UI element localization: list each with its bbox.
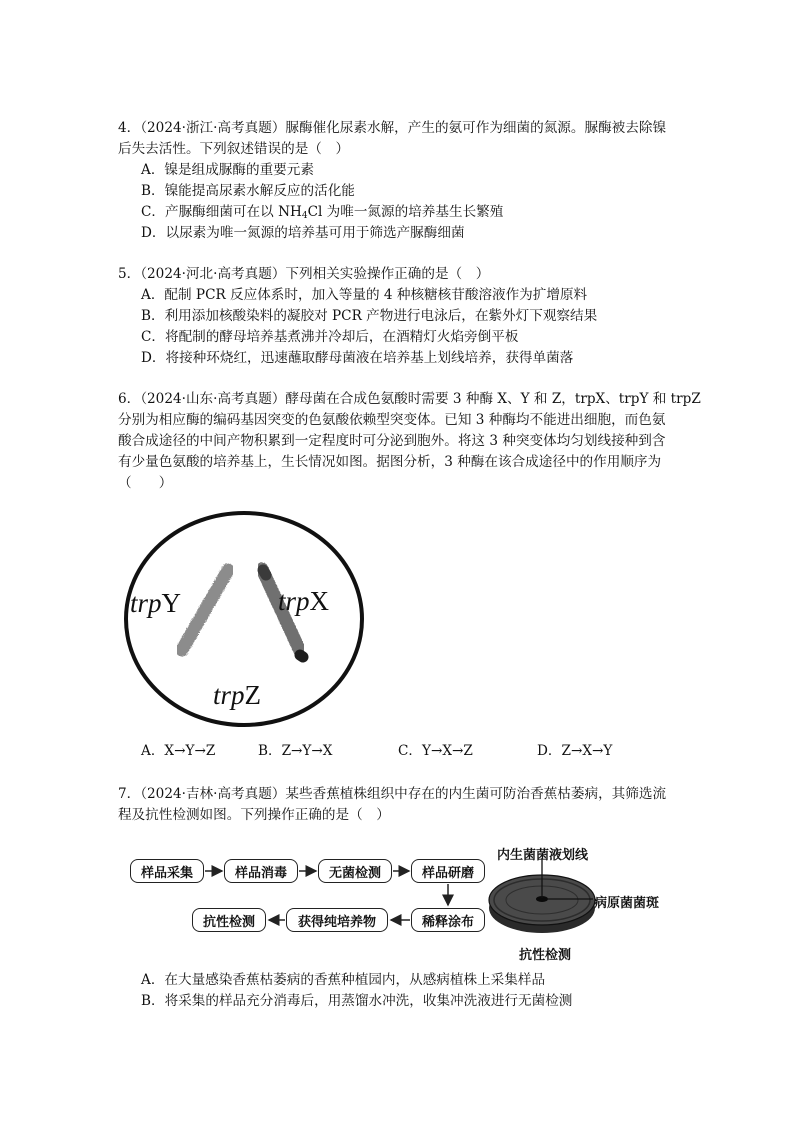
flow-step-sample-grinding: 样品研磨 — [411, 859, 485, 883]
q7-stem-line1: 7．（2024·吉林·高考真题）某些香蕉植株组织中存在的内生菌可防治香蕉枯萎病，其筛选流 — [118, 786, 667, 802]
dish-label-streak: 内生菌菌液划线 — [497, 848, 589, 863]
q6-option-d: D．Z→X→Y — [537, 743, 613, 759]
q7-option-a: A．在大量感染香蕉枯萎病的香蕉种植园内，从感病植株上采集样品 — [141, 972, 546, 988]
q6-option-a: A．X→Y→Z — [141, 743, 216, 759]
flow-step-sample-disinfection: 样品消毒 — [224, 859, 298, 883]
flow-step-dilution-spreading: 稀释涂布 — [411, 908, 485, 932]
q4-option-b: B．镍能提高尿素水解反应的活化能 — [141, 183, 355, 199]
q5-option-d: D．将接种环烧红，迅速蘸取酵母菌液在培养基上划线培养，获得单菌落 — [141, 350, 574, 366]
q4-option-c-subscript: 4 — [301, 211, 308, 221]
q5-option-b: B．利用添加核酸染料的凝胶对 PCR 产物进行电泳后，在紫外灯下观察结果 — [141, 308, 598, 324]
q5-option-a: A．配制 PCR 反应体系时，加入等量的 4 种核糖核苷酸溶液作为扩增原料 — [141, 287, 588, 303]
trpz-label: trpZ — [213, 680, 262, 710]
dish-label-pathogen-spot: 病原菌菌斑 — [594, 896, 660, 911]
q7-option-b: B．将采集的样品充分消毒后，用蒸馏水冲洗，收集冲洗液进行无菌检测 — [141, 993, 573, 1009]
q6-stem-line1: 6．（2024·山东·高考真题）酵母菌在合成色氨酸时需要 3 种酶 X、Y 和 Z，trpX、trpY 和 trpZ — [118, 391, 701, 407]
q6-option-c: C．Y→X→Z — [398, 743, 473, 759]
q5-option-c: C．将配制的酵母培养基煮沸并冷却后，在酒精灯火焰旁倒平板 — [141, 329, 519, 345]
dish-caption: 抗性检测 — [519, 948, 572, 963]
trpy-label: trpY — [130, 588, 182, 618]
q6-stem-line5: （ ） — [118, 475, 173, 491]
q6-stem-line4: 有少量色氨酸的培养基上，生长情况如图。据图分析，3 种酶在该合成途径中的作用顺序为 — [118, 454, 662, 470]
q6-option-b: B．Z→Y→X — [258, 743, 333, 759]
q4-stem-line2: 后失去活性。下列叙述错误的是（ ） — [118, 141, 350, 157]
q4-option-d: D．以尿素为唯一氮源的培养基可用于筛选产脲酶细菌 — [141, 225, 465, 241]
flow-step-resistance-test: 抗性检测 — [192, 908, 266, 932]
trpx-label: trpX — [278, 586, 330, 616]
q6-stem-line3: 酸合成途径的中间产物积累到一定程度时可分泌到胞外。将这 3 种突变体均匀划线接种到含 — [118, 433, 666, 449]
q4-option-c-pre: C．产脲酶细菌可在以 NH — [141, 204, 302, 220]
q7-stem-line2: 程及抗性检测如图。下列操作正确的是（ ） — [118, 807, 390, 823]
q4-stem-line1: 4．（2024·浙江·高考真题）脲酶催化尿素水解，产生的氨可作为细菌的氮源。脲酶被去除镍 — [118, 120, 667, 136]
flow-step-sample-collection: 样品采集 — [130, 859, 204, 883]
flow-step-pure-culture: 获得纯培养物 — [286, 908, 388, 932]
q4-option-a: A．镍是组成脲酶的重要元素 — [141, 162, 314, 178]
q6-stem-line2: 分别为相应酶的编码基因突变的色氨酸依赖型突变体。已知 3 种酶均不能进出细胞，而色氨 — [118, 412, 666, 428]
flow-step-sterility-test: 无菌检测 — [318, 859, 392, 883]
q5-stem-line1: 5．（2024·河北·高考真题）下列相关实验操作正确的是（ ） — [118, 266, 490, 282]
q4-option-c-post: Cl 为唯一氮源的培养基生长繁殖 — [307, 204, 504, 220]
